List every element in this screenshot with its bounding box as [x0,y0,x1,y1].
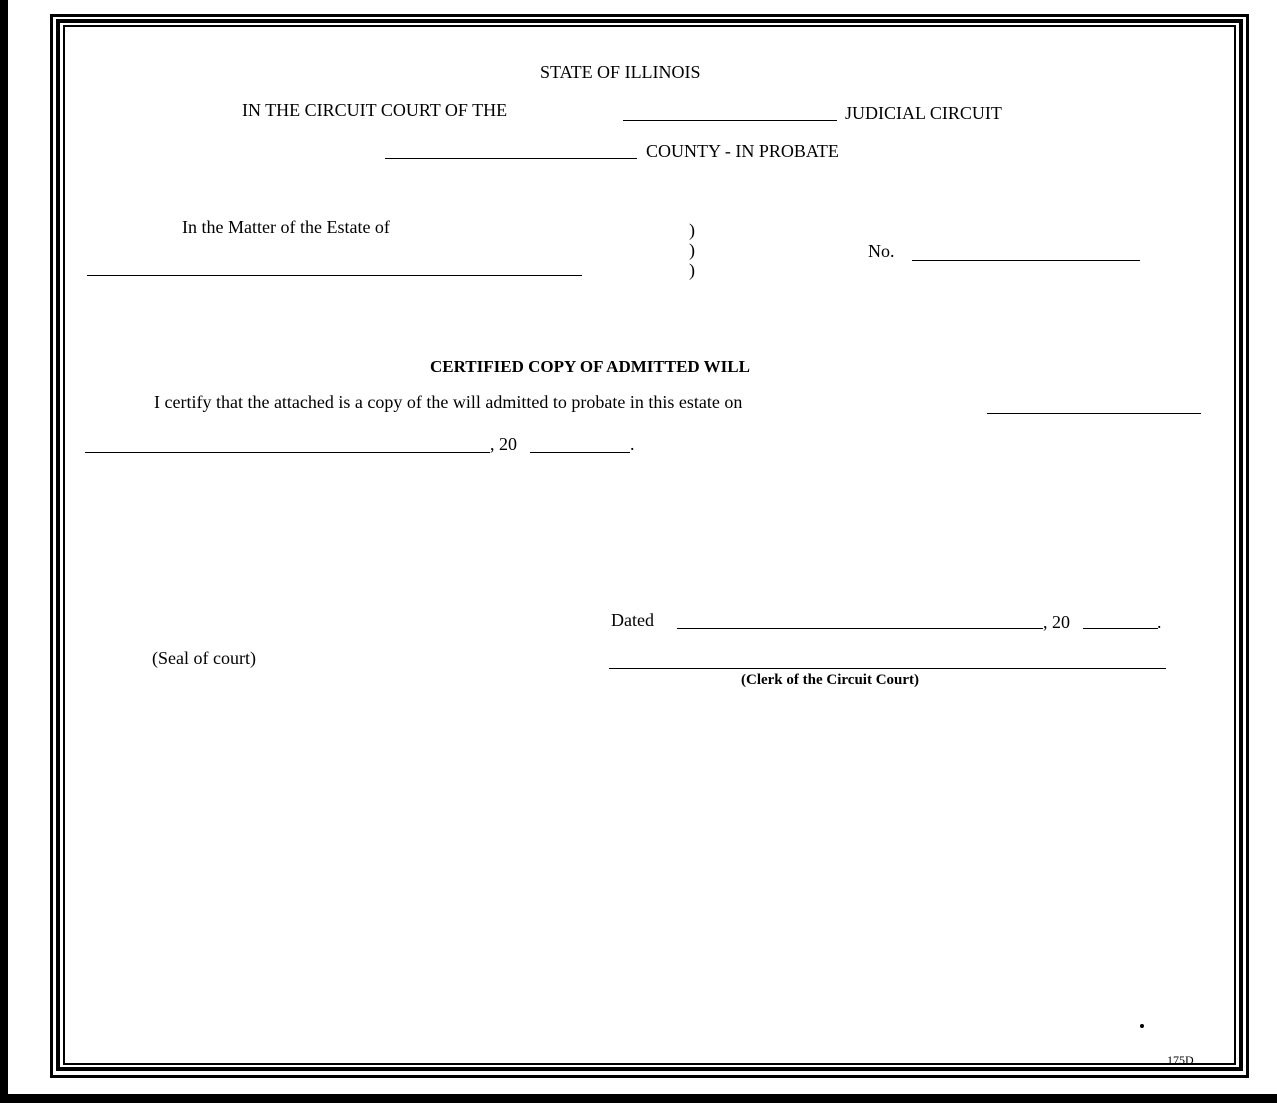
dated-year-blank[interactable] [1083,628,1158,629]
admission-date-blank[interactable] [987,413,1201,414]
year-prefix: , 20 [490,434,517,454]
admission-month-day-blank[interactable] [85,452,490,453]
caption-paren: ) [689,220,695,240]
clerk-signature-line[interactable] [609,668,1166,669]
dated-label: Dated [611,610,654,630]
admission-year-blank[interactable] [530,452,630,453]
estate-name-blank[interactable] [87,275,582,276]
clerk-label: (Clerk of the Circuit Court) [741,672,920,688]
estate-matter-label: In the Matter of the Estate of [182,217,390,237]
court-prefix: IN THE CIRCUIT COURT OF THE [242,100,508,120]
document-title: CERTIFIED COPY OF ADMITTED WILL [430,357,750,376]
period: . [630,434,635,454]
seal-label: (Seal of court) [152,648,256,668]
scan-edge-left [0,0,8,1103]
caption-paren: ) [689,260,695,280]
scan-edge-bottom [0,1094,1277,1103]
caption-paren: ) [689,240,695,260]
dated-period: . [1157,612,1162,632]
certify-text: I certify that the attached is a copy of the will admitted to probate in this estate on [154,392,743,412]
county-label: COUNTY - IN PROBATE [646,141,839,161]
case-number-blank[interactable] [912,260,1140,261]
dated-blank[interactable] [677,628,1043,629]
dated-year-prefix: , 20 [1043,612,1070,632]
county-blank[interactable] [385,158,637,159]
case-number-label: No. [868,241,895,261]
state-heading: STATE OF ILLINOIS [540,62,701,82]
judicial-circuit-blank[interactable] [623,120,837,121]
form-number: 175D [1167,1053,1194,1067]
scan-speck [1140,1024,1144,1028]
court-suffix: JUDICIAL CIRCUIT [845,103,1002,123]
inner-border [63,25,1236,1065]
